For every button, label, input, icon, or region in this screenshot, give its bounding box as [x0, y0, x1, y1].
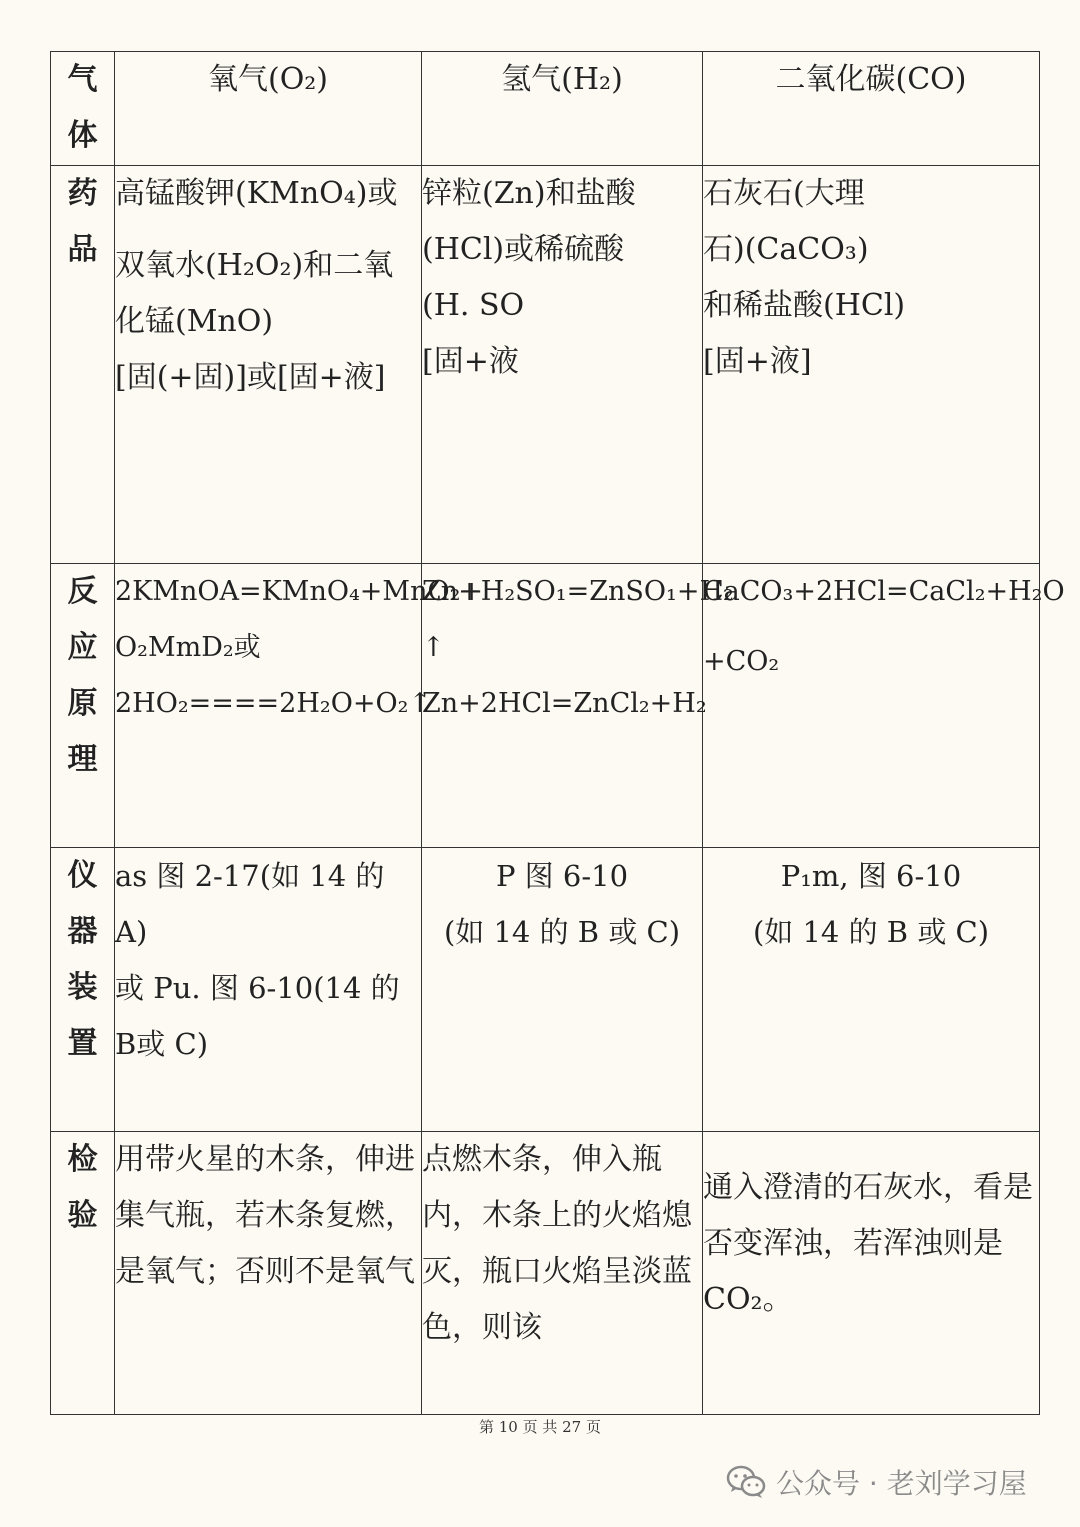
cell-line: 高锰酸钾(KMnO₄)或	[115, 176, 398, 211]
row-label-cell	[51, 848, 115, 1132]
apparatus-hydrogen	[422, 848, 703, 1132]
test-oxygen	[115, 1132, 422, 1415]
header-label: 气体	[67, 62, 98, 153]
reagents-hydrogen	[422, 166, 703, 564]
row-test	[51, 1132, 1040, 1415]
row-reaction-principle	[51, 564, 1040, 848]
reagents-carbon-dioxide	[703, 166, 1040, 564]
gas-comparison-table	[50, 51, 1065, 1415]
cell-line: B或 C)	[115, 1027, 209, 1061]
header-hydrogen: 氢气(H₂)	[422, 52, 703, 166]
row-label-cell	[51, 1132, 115, 1415]
row-label: 检验	[67, 1142, 98, 1233]
cell-line: [固+液	[422, 344, 519, 379]
watermark	[726, 1462, 1027, 1502]
cell-line: (HCl)或稀硫酸	[422, 232, 625, 267]
cell-line: as 图 2-17(如 14 的	[115, 859, 385, 893]
cell-line: 石)(CaCO₃)	[703, 232, 869, 267]
reaction-hydrogen	[422, 564, 734, 848]
header-carbon-dioxide: 二氧化碳(CO)	[703, 52, 1040, 166]
cell-line: Zn+H₂SO₁=ZnSO₁+H₂	[422, 576, 734, 607]
apparatus-carbon-dioxide	[703, 848, 1040, 1132]
row-label: 仪器装置	[67, 858, 98, 1061]
cell-line: [固+液]	[703, 344, 812, 379]
cell-line: 和稀盐酸(HCl)	[703, 288, 906, 323]
row-reagents	[51, 166, 1040, 564]
cell-line: CaCO₃+2HCl=CaCl₂+H₂O	[703, 576, 1065, 607]
cell-line: (H. SO	[422, 288, 525, 323]
cell-line: 2HO₂====2H₂O+O₂↑	[115, 688, 432, 719]
cell-line: (如 14 的 B 或 C)	[752, 915, 990, 949]
cell-line: [固(+固)]或[固+液]	[115, 360, 386, 395]
cell-text: 点燃木条，伸入瓶内，木条上的火焰熄灭，瓶口火焰呈淡蓝色，则该	[422, 1142, 692, 1345]
reagents-oxygen	[115, 166, 422, 564]
row-label: 反应原理	[67, 574, 98, 777]
row-label-cell	[51, 564, 115, 848]
cell-line: A)	[115, 915, 148, 949]
cell-line: ↑	[422, 632, 445, 663]
reaction-carbon-dioxide	[703, 564, 1065, 848]
cell-line: P₁m, 图 6-10	[780, 859, 962, 893]
page-footer: 第 10 页 共 27 页	[478, 1418, 601, 1436]
test-hydrogen	[422, 1132, 703, 1415]
row-label-cell	[51, 166, 115, 564]
test-carbon-dioxide	[703, 1132, 1040, 1415]
cell-line: 锌粒(Zn)和盐酸	[422, 176, 636, 211]
cell-line: P 图 6-10	[495, 859, 629, 893]
reaction-oxygen	[115, 564, 484, 848]
cell-line: 双氧水(H₂O₂)和二氧化锰(MnO)	[115, 248, 394, 339]
header-row	[51, 52, 1040, 166]
cell-text: 通入澄清的石灰水，看是否变浑浊，若浑浊则是CO₂。	[703, 1170, 1033, 1317]
cell-text: 用带火星的木条，伸进集气瓶，若木条复燃，是氧气；否则不是氧气	[115, 1142, 415, 1289]
cell-line: +CO₂	[703, 646, 780, 677]
row-apparatus	[51, 848, 1040, 1132]
apparatus-oxygen	[115, 848, 422, 1132]
cell-line: (如 14 的 B 或 C)	[443, 915, 681, 949]
cell-line: Zn+2HCl=ZnCl₂+H₂	[422, 688, 707, 719]
cell-line: 石灰石(大理	[703, 176, 865, 211]
row-label: 药品	[67, 176, 98, 267]
cell-line: 2KMnOA=KMnO₄+MnO₂+	[115, 576, 484, 607]
cell-line: 或 Pu. 图 6-10(14 的	[115, 971, 400, 1005]
cell-line: O₂MmD₂或	[115, 632, 261, 663]
header-label-cell	[51, 52, 115, 166]
header-oxygen: 氧气(O₂)	[115, 52, 422, 166]
wechat-icon	[726, 1464, 766, 1500]
watermark-text: 公众号 · 老刘学习屋	[776, 1467, 1027, 1500]
